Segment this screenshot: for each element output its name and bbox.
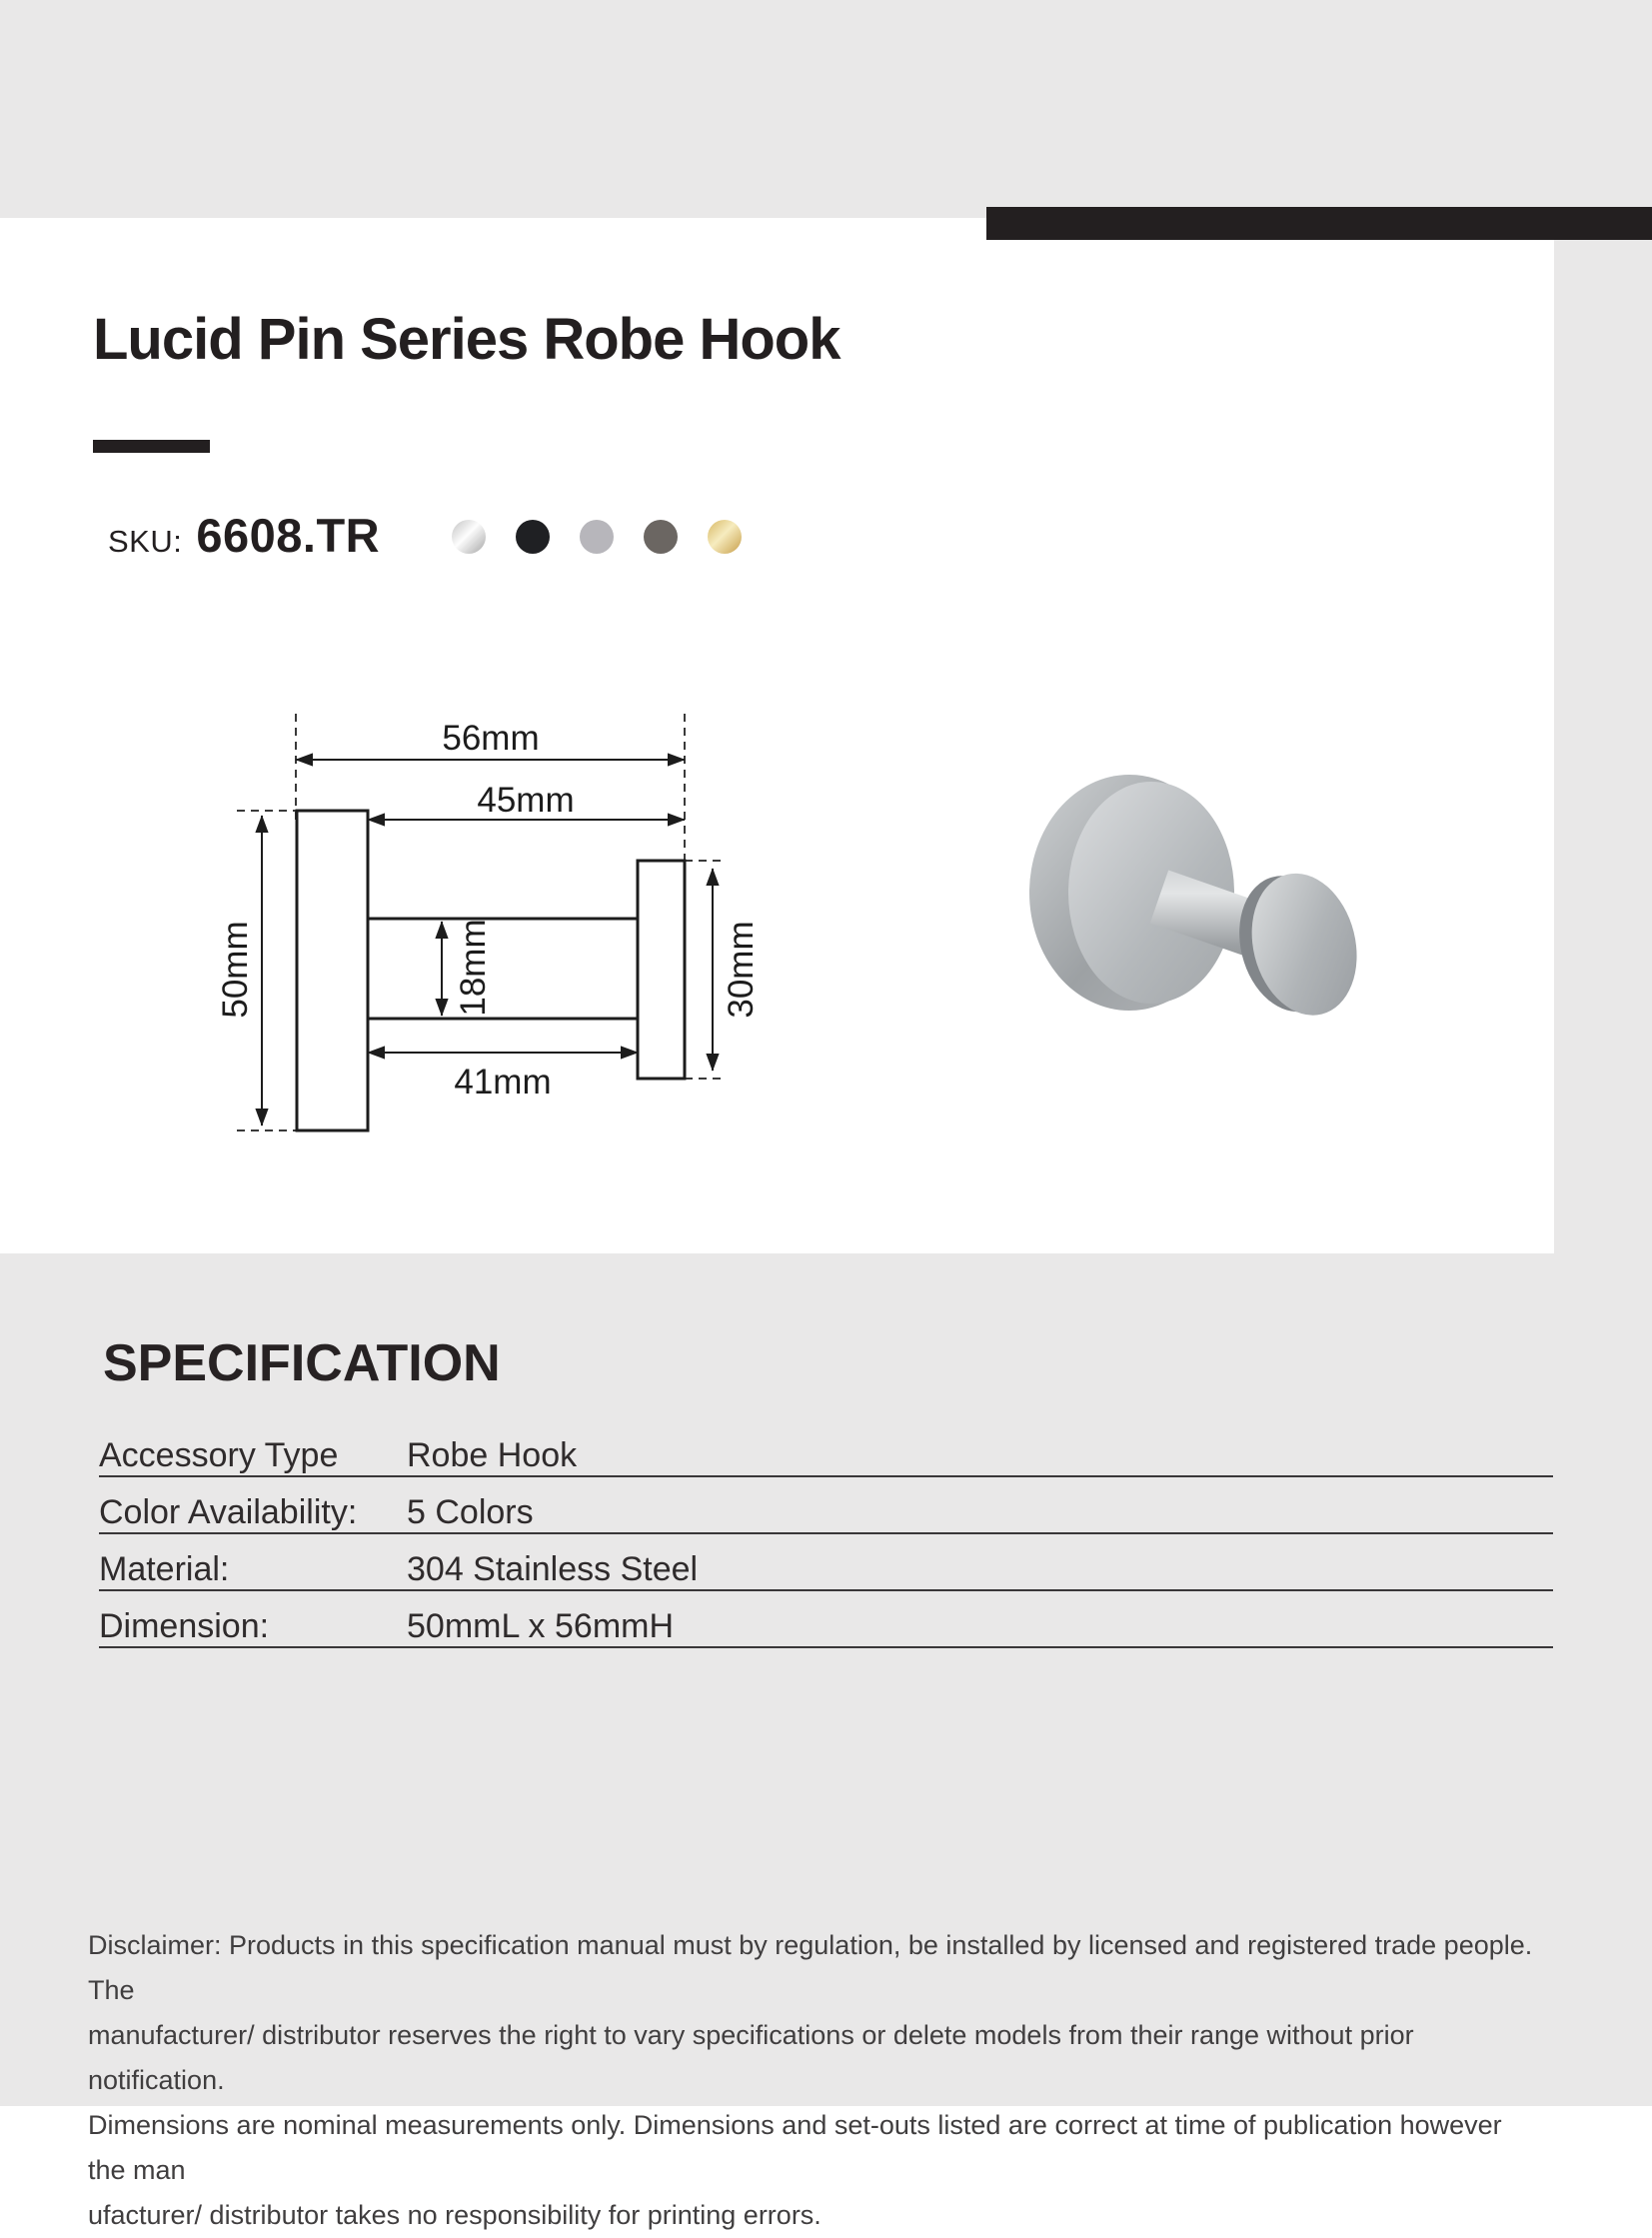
specification-table — [99, 1420, 1553, 1648]
spec-label-material: Material: — [99, 1549, 230, 1588]
spec-value-dimension: 50mmL x 56mmH — [407, 1606, 675, 1645]
dim-label-50mm: 50mm — [216, 921, 255, 1019]
sku-label: SKU: — [108, 524, 183, 559]
spec-value-color-availability: 5 Colors — [407, 1492, 534, 1531]
arm-profile — [368, 919, 638, 1019]
spec-label-dimension: Dimension: — [99, 1606, 270, 1645]
color-swatch-brushed-silver-icon — [580, 520, 614, 554]
color-swatch-chrome-icon — [452, 520, 486, 554]
black-accent-bar — [986, 207, 1652, 240]
page-title: Lucid Pin Series Robe Hook — [93, 307, 840, 372]
dim-label-30mm: 30mm — [722, 921, 761, 1019]
table-row — [99, 1477, 1553, 1534]
table-row — [99, 1534, 1553, 1591]
disclaimer-line: manufacturer/ distributor reserves the right to vary specifications or delete models from their range without prior notification. — [88, 2020, 1414, 2095]
disclaimer-line: Disclaimer: Products in this specification manual must by regulation, be installed by licensed and registered trade people. The — [88, 1930, 1533, 2005]
hook-pin-cap — [1225, 862, 1371, 1030]
wall-plate-profile — [297, 811, 368, 1130]
spec-value-accessory-type: Robe Hook — [407, 1435, 578, 1474]
color-swatch-brushed-gold-icon — [708, 520, 742, 554]
spec-label-accessory-type: Accessory Type — [99, 1435, 339, 1474]
dim-label-56mm: 56mm — [442, 719, 540, 758]
dim-label-18mm: 18mm — [454, 919, 493, 1017]
spec-label-color-availability: Color Availability: — [99, 1492, 358, 1531]
right-gray-column — [1554, 240, 1652, 1253]
table-row — [99, 1591, 1553, 1648]
spec-value-material: 304 Stainless Steel — [407, 1549, 699, 1588]
disclaimer-line: Dimensions are nominal measurements only. Dimensions and set-outs listed are correct at time of publication however the man — [88, 2110, 1502, 2185]
specification-heading: SPECIFICATION — [103, 1334, 501, 1392]
top-gray-band — [0, 0, 1652, 218]
sku-row — [108, 508, 380, 563]
pin-cap-profile — [638, 861, 685, 1079]
disclaimer-text — [88, 1923, 1537, 2238]
dimension-drawing — [210, 700, 770, 1139]
color-swatch-gunmetal-icon — [644, 520, 678, 554]
table-row — [99, 1420, 1553, 1477]
color-swatch-row — [452, 520, 742, 554]
disclaimer-line: ufacturer/ distributor takes no responsibility for printing errors. — [88, 2200, 822, 2230]
product-photo — [1009, 765, 1379, 1045]
sku-value: 6608.TR — [196, 509, 381, 562]
title-underline — [93, 440, 210, 453]
color-swatch-matte-black-icon — [516, 520, 550, 554]
dim-label-41mm: 41mm — [454, 1063, 552, 1102]
dim-label-45mm: 45mm — [477, 781, 575, 820]
